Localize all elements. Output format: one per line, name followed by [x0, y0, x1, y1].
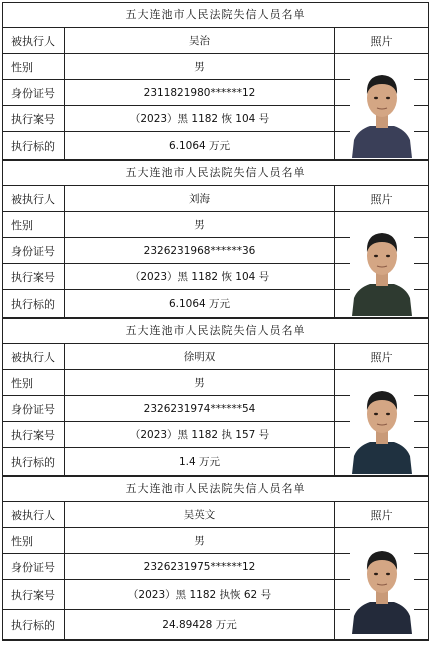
field-label: 被执行人 — [3, 28, 65, 53]
portrait-eye-right — [386, 573, 390, 575]
field-label: 身份证号 — [3, 554, 65, 579]
person-photo — [335, 212, 428, 319]
amount-value: 6.1064 万元 — [65, 132, 335, 159]
field-label: 身份证号 — [3, 80, 65, 105]
field-label: 执行标的 — [3, 448, 65, 475]
gender-value: 男 — [65, 528, 335, 553]
field-label: 执行标的 — [3, 290, 65, 317]
record-block — [2, 160, 429, 318]
portrait-eye-left — [374, 96, 378, 98]
portrait-shirt — [352, 126, 412, 158]
field-label: 性别 — [3, 528, 65, 553]
field-label: 被执行人 — [3, 186, 65, 211]
name-value: 刘海 — [65, 186, 335, 211]
gender-value: 男 — [65, 212, 335, 237]
blacklist-document — [2, 2, 429, 641]
portrait-image — [350, 216, 414, 316]
id-value: 2311821980******12 — [65, 80, 335, 105]
id-value: 2326231975******12 — [65, 554, 335, 579]
portrait-image — [350, 58, 414, 158]
field-label: 身份证号 — [3, 396, 65, 421]
portrait-shirt — [352, 602, 412, 634]
portrait-eye-left — [374, 254, 378, 256]
record-header: 五大连池市人民法院失信人员名单 — [3, 477, 428, 502]
case-value: （2023）黑 1182 恢 104 号 — [65, 106, 335, 131]
record-block — [2, 2, 429, 160]
field-label: 性别 — [3, 54, 65, 79]
amount-value: 1.4 万元 — [65, 448, 335, 475]
photo-header: 照片 — [335, 186, 428, 212]
record-header: 五大连池市人民法院失信人员名单 — [3, 319, 428, 344]
field-label: 执行案号 — [3, 580, 65, 609]
person-photo — [335, 528, 428, 640]
field-label: 被执行人 — [3, 344, 65, 369]
record-header: 五大连池市人民法院失信人员名单 — [3, 161, 428, 186]
field-label: 执行案号 — [3, 106, 65, 131]
amount-value: 24.89428 万元 — [65, 610, 335, 639]
portrait-shirt — [352, 284, 412, 316]
id-value: 2326231968******36 — [65, 238, 335, 263]
portrait-eye-left — [374, 573, 378, 575]
name-value: 吴英文 — [65, 502, 335, 527]
case-value: （2023）黑 1182 执恢 62 号 — [65, 580, 335, 609]
record-block — [2, 476, 429, 641]
name-value: 吴治 — [65, 28, 335, 53]
field-label: 性别 — [3, 370, 65, 395]
field-label: 被执行人 — [3, 502, 65, 527]
photo-header: 照片 — [335, 344, 428, 370]
person-photo — [335, 54, 428, 161]
field-label: 身份证号 — [3, 238, 65, 263]
record-block — [2, 318, 429, 476]
photo-header: 照片 — [335, 28, 428, 54]
field-label: 执行标的 — [3, 610, 65, 639]
portrait-shirt — [352, 442, 412, 474]
field-label: 执行案号 — [3, 422, 65, 447]
amount-value: 6.1064 万元 — [65, 290, 335, 317]
gender-value: 男 — [65, 370, 335, 395]
portrait-eye-left — [374, 412, 378, 414]
record-header: 五大连池市人民法院失信人员名单 — [3, 3, 428, 28]
case-value: （2023）黑 1182 执 157 号 — [65, 422, 335, 447]
portrait-eye-right — [386, 412, 390, 414]
portrait-eye-right — [386, 96, 390, 98]
portrait-image — [350, 374, 414, 474]
field-label: 性别 — [3, 212, 65, 237]
id-value: 2326231974******54 — [65, 396, 335, 421]
gender-value: 男 — [65, 54, 335, 79]
field-label: 执行标的 — [3, 132, 65, 159]
field-label: 执行案号 — [3, 264, 65, 289]
portrait-eye-right — [386, 254, 390, 256]
person-photo — [335, 370, 428, 477]
case-value: （2023）黑 1182 恢 104 号 — [65, 264, 335, 289]
portrait-image — [350, 532, 414, 636]
photo-header: 照片 — [335, 502, 428, 528]
name-value: 徐明双 — [65, 344, 335, 369]
